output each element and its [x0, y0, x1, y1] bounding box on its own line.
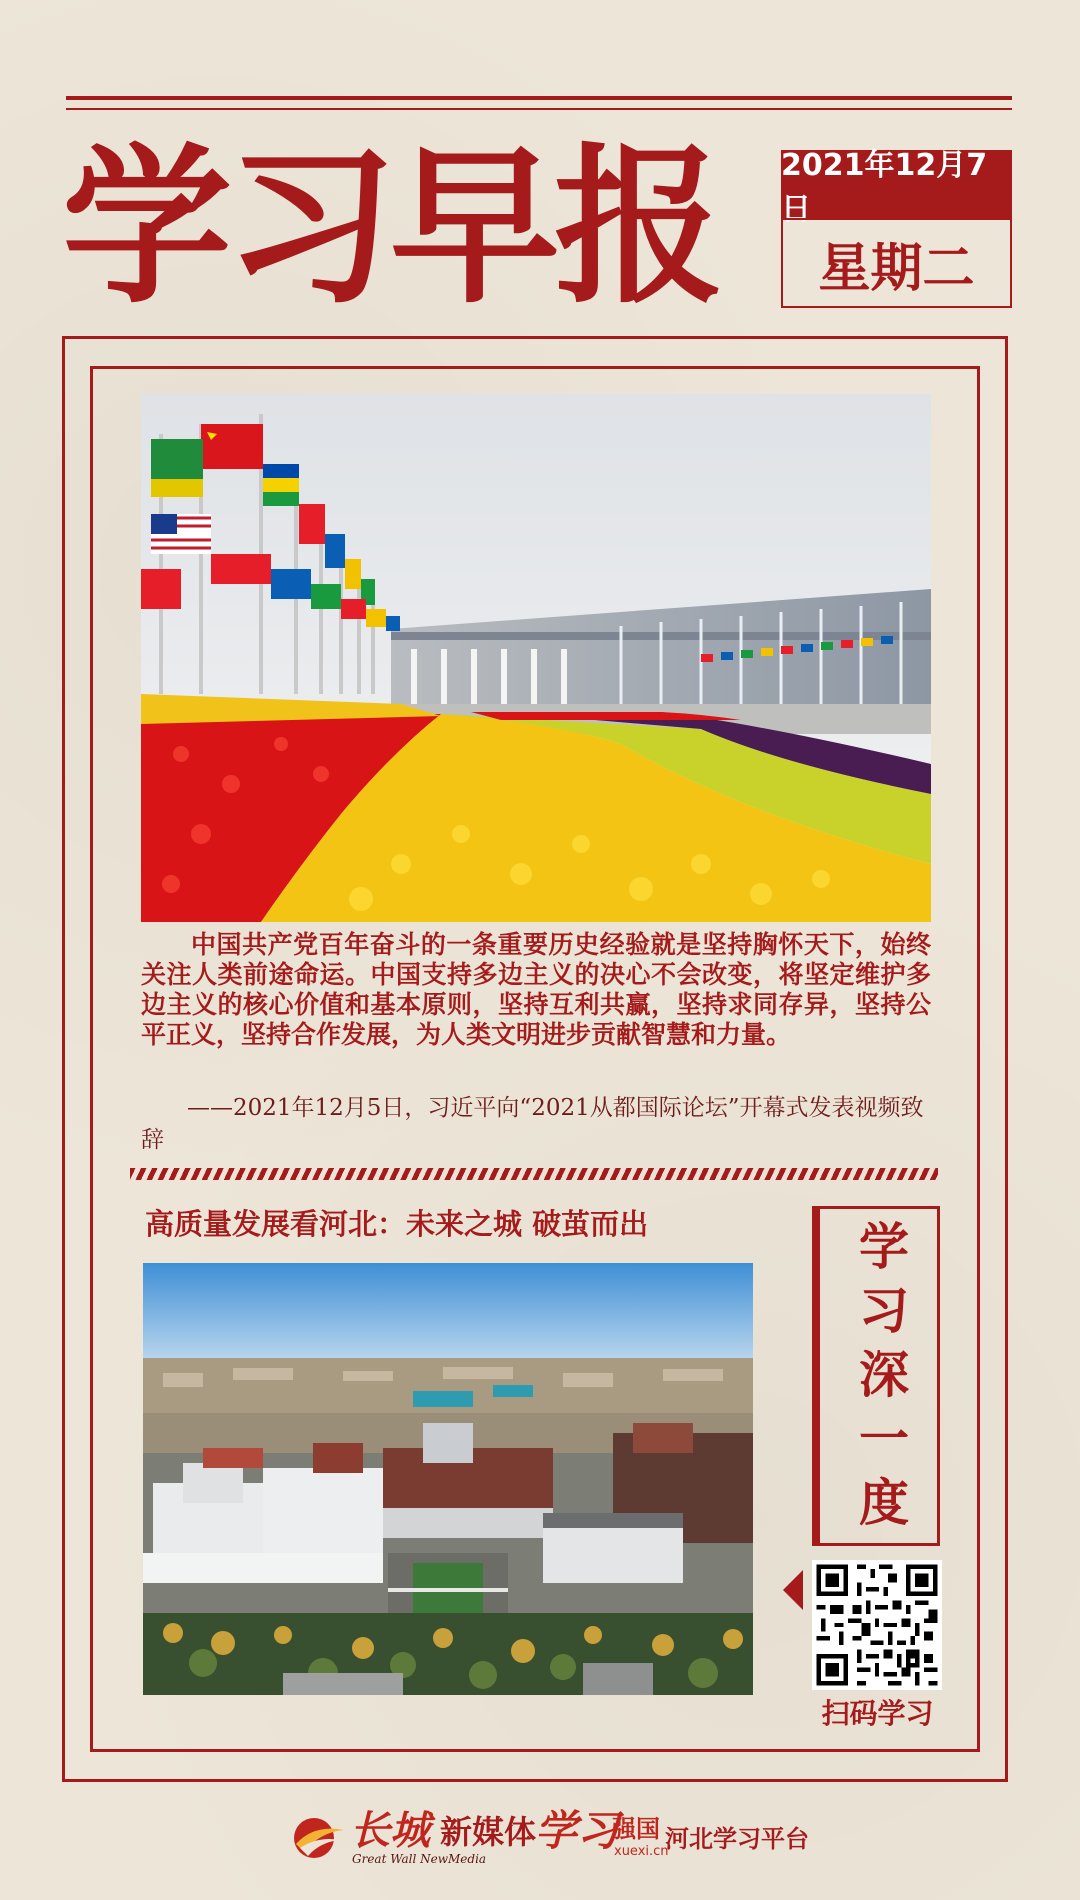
study-char-4: 一 [859, 1409, 909, 1468]
quote-text: 中国共产党百年奋斗的一条重要历史经验就是坚持胸怀天下，始终关注人类前途命运。中国支持多边主义的决心不会改变，将坚定维护多边主义的核心价值和基本原则，坚持互利共赢，坚持求同存异，坚持公平正义，坚持合作发展，为人类文明进步贡献智慧和力量。 [141, 930, 931, 1049]
great-wall-suffix: 新媒体 [440, 1813, 537, 1851]
great-wall-english: Great Wall NewMedia [352, 1852, 487, 1866]
xuexi-brand: 学习 [535, 1806, 620, 1855]
expo-center-photo [141, 394, 931, 922]
date-badge: 2021年12月7日 [781, 150, 1012, 218]
hebei-platform-label: 河北学习平台 [665, 1825, 809, 1853]
top-rule-thick [66, 96, 1012, 100]
qr-code[interactable] [812, 1560, 942, 1690]
xuexi-suffix: 强国 [612, 1815, 660, 1843]
scan-to-study-label: 扫码学习 [821, 1697, 934, 1730]
footer [0, 1808, 1080, 1868]
study-char-1: 学 [859, 1217, 909, 1276]
quote-source: ——2021年12月5日，习近平向“2021从都国际论坛”开幕式发表视频致辞 [141, 1095, 924, 1153]
great-wall-brand: 长城 [350, 1807, 430, 1854]
xiongan-aerial-photo [143, 1263, 753, 1695]
masthead-title: 学习早报 [62, 129, 719, 327]
section-divider [130, 1168, 938, 1180]
great-wall-logo-icon [290, 1814, 350, 1860]
study-char-5: 度 [859, 1473, 909, 1532]
feature-headline: 高质量发展看河北：未来之城 破茧而出 [145, 1207, 649, 1241]
weekday-badge: 星期二 [781, 218, 1012, 308]
pointer-arrow-icon [783, 1570, 803, 1610]
xuexi-url: xuexi.cn [614, 1844, 669, 1859]
top-rule-thin [66, 108, 1012, 110]
study-deep-box [812, 1206, 940, 1546]
study-char-3: 深 [859, 1345, 909, 1404]
study-char-2: 习 [859, 1281, 909, 1340]
